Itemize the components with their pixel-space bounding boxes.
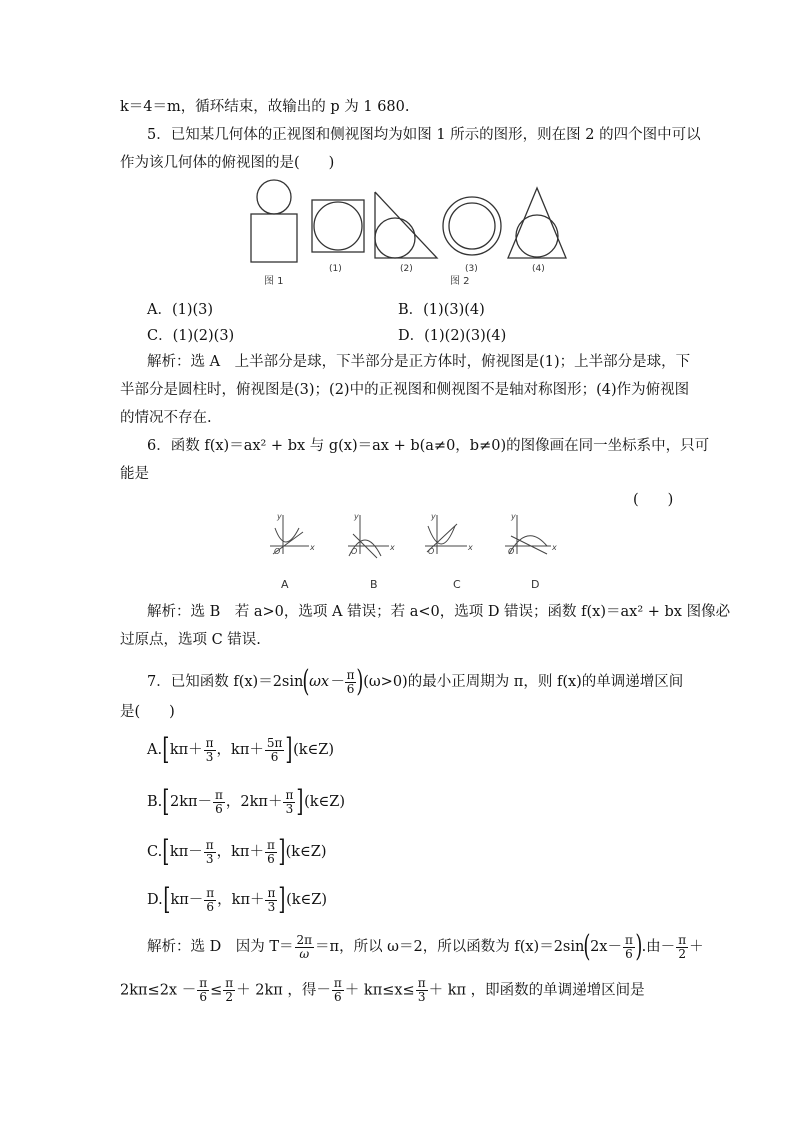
- denominator: 3: [205, 749, 214, 764]
- graph-c-parabola: [428, 526, 455, 544]
- graph-a-o-label: O: [274, 547, 281, 556]
- close-paren: ): [635, 929, 643, 964]
- analysis-text: ＋ 2kπ ，得－: [236, 982, 331, 999]
- analysis-text: 2x－: [590, 939, 622, 955]
- fig2-4-circle: [516, 215, 558, 257]
- option-left: kπ－: [170, 892, 204, 908]
- numerator: π: [346, 667, 355, 682]
- close-bracket: ]: [278, 834, 286, 869]
- graph-b-label: B: [370, 578, 378, 591]
- q7-analysis-line-1: [147, 929, 704, 964]
- denominator: 6: [346, 681, 355, 696]
- analysis-text: ＝π，所以 ω＝2，所以函数为 f(x)＝2sin: [315, 939, 585, 955]
- option-left: kπ＋: [169, 742, 203, 758]
- close-bracket: ]: [296, 784, 304, 819]
- option-label: A.: [147, 742, 163, 758]
- question-5-figure: [240, 176, 580, 292]
- fig1-caption: 图 1: [264, 276, 284, 287]
- q7-stem-inner: ωx－: [309, 674, 344, 690]
- graph-c-o-label: O: [428, 547, 435, 556]
- graph-a-parabola: [275, 528, 299, 542]
- q7-option-c: [147, 834, 327, 869]
- text-line: k＝4＝m，循环结束，故输出的 p 为 1 680.: [120, 99, 410, 115]
- numerator: 5π: [266, 735, 283, 750]
- question-6-stem: 6．函数 f(x)＝ax² + bx 与 g(x)＝ax + b(a≠0，b≠0)的图像画在同一坐标系中，只可: [147, 438, 710, 454]
- fraction: [213, 789, 225, 816]
- numerator: π: [624, 932, 633, 947]
- q7-stem-post: (ω>0)的最小正周期为 π，则 f(x)的单调递增区间: [363, 674, 684, 690]
- fraction: [265, 887, 277, 914]
- analysis-text: 2kπ≤2x －: [120, 982, 197, 999]
- graph-d-y-label: y: [511, 512, 516, 521]
- fraction: [332, 977, 344, 1004]
- open-bracket: [: [163, 882, 171, 917]
- q5-analysis-line-2: 半部分是圆柱时，俯视图是(3)；(2)中的正视图和侧视图不是轴对称图形；(4)作为俯视图: [120, 382, 690, 398]
- fraction: [204, 737, 216, 764]
- open-paren: (: [302, 664, 310, 699]
- numerator: π: [678, 932, 687, 947]
- fig2-2-triangle: [375, 192, 437, 258]
- option-tail: (k∈Z): [293, 742, 335, 758]
- option-c: C．(1)(2)(3): [147, 328, 235, 344]
- option-b: B．(1)(3)(4): [398, 302, 485, 318]
- graph-a-x-label: x: [310, 543, 315, 552]
- option-mid: ，2kπ＋: [225, 794, 283, 810]
- fig2-2-circle: [375, 218, 415, 258]
- fraction: [345, 669, 357, 696]
- denominator: 6: [215, 801, 223, 816]
- option-a: A．(1)(3): [147, 302, 214, 318]
- analysis-text: 解析：选 D 因为 T＝: [147, 939, 294, 955]
- denominator: 6: [199, 990, 207, 1004]
- denominator: ω: [299, 946, 310, 961]
- q7-option-d: [147, 882, 328, 917]
- denominator: 3: [205, 851, 214, 866]
- fraction: [265, 737, 285, 764]
- open-bracket: [: [162, 784, 170, 819]
- analysis-text: ＋ kπ ，即函数的单调递增区间是: [428, 982, 645, 999]
- numerator: π: [215, 787, 223, 802]
- option-left: 2kπ－: [169, 794, 213, 810]
- fig2-4-triangle: [508, 188, 566, 258]
- option-tail: (k∈Z): [286, 892, 328, 908]
- option-mid: ，kπ＋: [216, 742, 264, 758]
- option-label: D.: [147, 892, 163, 908]
- fraction: [676, 934, 688, 961]
- denominator: 6: [625, 946, 633, 961]
- option-left: kπ－: [169, 844, 203, 860]
- open-bracket: [: [162, 732, 170, 767]
- fraction: [623, 934, 635, 961]
- numerator: π: [225, 976, 234, 990]
- fig1-square: [251, 214, 297, 262]
- option-d: D．(1)(2)(3)(4): [398, 328, 507, 344]
- question-5-stem-cont: 作为该几何体的俯视图的是( ): [120, 155, 335, 171]
- close-bracket: ]: [278, 882, 286, 917]
- numerator: π: [333, 976, 342, 990]
- denominator: 2: [678, 946, 686, 961]
- option-label: B.: [147, 794, 163, 810]
- denominator: 3: [267, 899, 276, 914]
- option-label: C.: [147, 844, 163, 860]
- question-6-graphs: [265, 510, 565, 592]
- graph-a-label: A: [281, 578, 289, 591]
- fig2-2-label: (2): [400, 264, 413, 274]
- fraction: [416, 977, 428, 1004]
- graph-d-o-label: O: [508, 547, 515, 556]
- fig2-3-inner-circle: [449, 203, 495, 249]
- option-mid: ，kπ＋: [217, 892, 265, 908]
- fraction: [223, 977, 235, 1004]
- numerator: 2π: [296, 932, 313, 947]
- graph-d-line: [511, 536, 547, 554]
- numerator: π: [266, 837, 275, 852]
- option-tail: (k∈Z): [304, 794, 345, 810]
- graph-d-x-label: x: [552, 543, 557, 552]
- open-paren: (: [583, 929, 591, 964]
- fraction: [204, 839, 216, 866]
- numerator: π: [205, 837, 214, 852]
- graph-b-o-label: O: [351, 547, 358, 556]
- fig2-1-square: [312, 200, 364, 252]
- fig1-sphere: [257, 180, 291, 214]
- denominator: 6: [267, 851, 275, 866]
- numerator: π: [417, 976, 426, 990]
- denominator: 3: [417, 990, 426, 1004]
- fig2-1-circle: [314, 202, 362, 250]
- option-tail: (k∈Z): [285, 844, 327, 860]
- q6-analysis-line-2: 过原点，选项 C 错误.: [120, 632, 261, 648]
- question-6-answer-paren: ( ): [633, 492, 674, 508]
- question-7-stem: [147, 664, 684, 699]
- fig2-caption: 图 2: [450, 276, 470, 287]
- fig2-3-label: (3): [465, 264, 478, 274]
- analysis-text: .由－: [641, 939, 676, 955]
- open-bracket: [: [162, 834, 170, 869]
- close-bracket: ]: [285, 732, 293, 767]
- fraction: [265, 839, 277, 866]
- fraction: [283, 789, 295, 816]
- graph-a-y-label: y: [277, 512, 282, 521]
- numerator: π: [205, 735, 214, 750]
- denominator: 6: [334, 990, 342, 1004]
- denominator: 2: [225, 990, 234, 1004]
- question-5-stem: 5．已知某几何体的正视图和侧视图均为如图 1 所示的图形，则在图 2 的四个图中可以: [147, 127, 701, 143]
- analysis-text: ＋ kπ≤x≤: [344, 982, 415, 999]
- fraction: [204, 887, 216, 914]
- fig2-1-label: (1): [329, 264, 342, 274]
- graph-b-x-label: x: [390, 543, 395, 552]
- question-6-stem-cont: 能是: [120, 466, 149, 482]
- fig2-3-outer-circle: [443, 197, 501, 255]
- fraction: [197, 977, 209, 1004]
- graph-c-y-label: y: [431, 512, 436, 521]
- numerator: π: [285, 787, 294, 802]
- graph-d-label: D: [531, 578, 540, 591]
- q5-analysis-line-3: 的情况不存在.: [120, 410, 212, 426]
- denominator: 6: [206, 899, 215, 914]
- numerator: π: [199, 976, 208, 990]
- fig2-4-label: (4): [532, 264, 545, 274]
- denominator: 3: [285, 801, 294, 816]
- denominator: 6: [270, 749, 279, 764]
- q5-analysis-line-1: 解析：选 A 上半部分是球，下半部分是正方体时，俯视图是(1)；上半部分是球，下: [147, 354, 691, 370]
- graph-c-label: C: [453, 578, 461, 591]
- close-paren: ): [356, 664, 364, 699]
- numerator: π: [267, 885, 276, 900]
- fraction: [295, 934, 315, 961]
- q6-analysis-line-1: 解析：选 B 若 a>0，选项 A 错误；若 a<0，选项 D 错误；函数 f(x)＝ax² + bx 图像必: [147, 604, 731, 620]
- q7-analysis-line-2: [120, 977, 645, 1004]
- option-mid: ，kπ＋: [216, 844, 264, 860]
- question-7-stem-cont: 是( ): [120, 704, 175, 720]
- graph-c-x-label: x: [468, 543, 473, 552]
- q7-option-a: [147, 732, 335, 767]
- numerator: π: [206, 885, 215, 900]
- graph-b-y-label: y: [354, 512, 359, 521]
- q7-option-b: [147, 784, 345, 819]
- analysis-text: ≤: [210, 982, 223, 999]
- q7-stem-pre: 7．已知函数 f(x)＝2sin: [147, 674, 304, 690]
- analysis-text: ＋: [689, 939, 704, 955]
